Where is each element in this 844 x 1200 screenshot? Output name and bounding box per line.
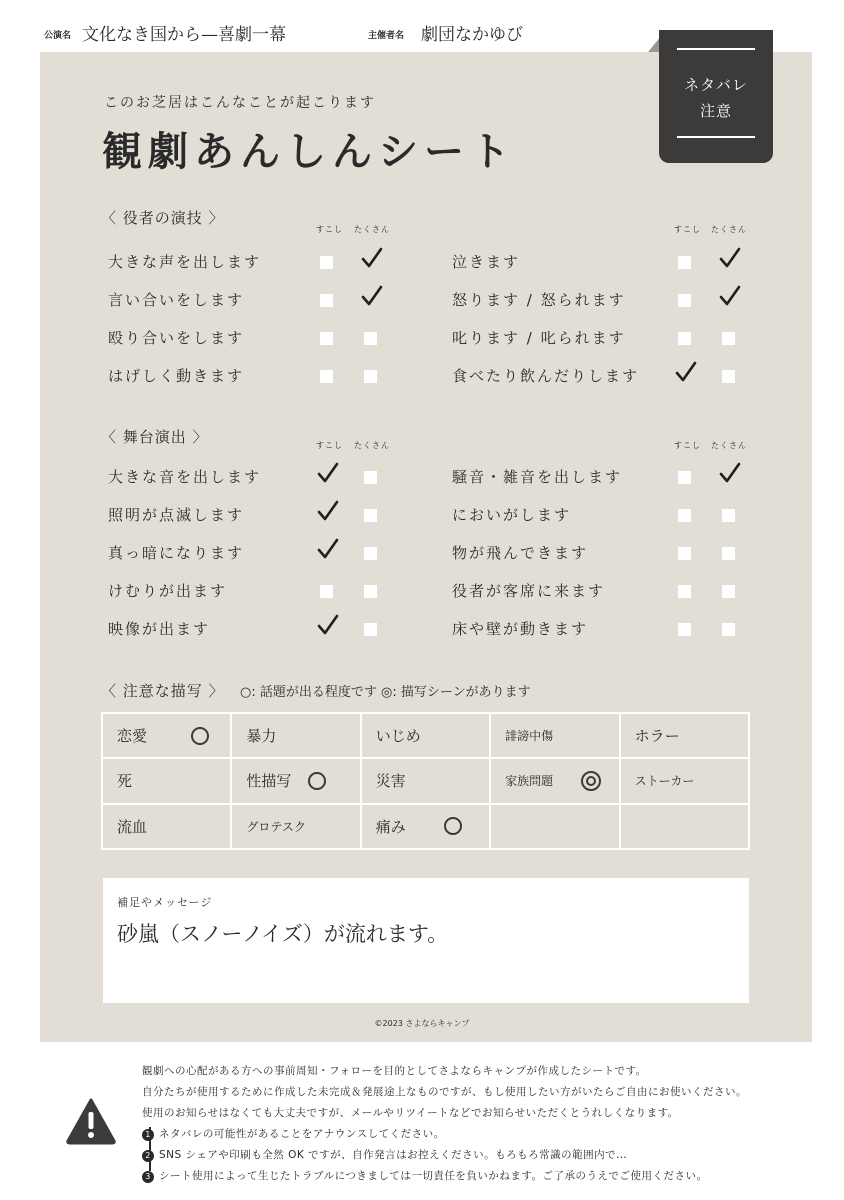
note-number-3: 3: [142, 1171, 154, 1183]
col-sukoshi: すこし: [316, 225, 343, 234]
footer-intro-2: 自分たちが使用するために作成した未完成＆発展途上なものですが、もし使用したい方がいたらご自由にお使いください。: [142, 1086, 747, 1098]
badge-line1: ネタバレ: [684, 76, 748, 94]
checkbox-sukoshi[interactable]: [320, 585, 333, 598]
depiction-row: [102, 713, 749, 758]
checkbox-sukoshi[interactable]: [320, 332, 333, 345]
depiction-cell: [102, 758, 231, 803]
item-label: 殴り合いをします: [108, 329, 245, 347]
depiction-cell: [361, 804, 490, 849]
item-label: けむりが出ます: [108, 582, 228, 600]
checkbox-takusan[interactable]: [722, 332, 735, 345]
col-takusan: たくさん: [354, 441, 390, 450]
depiction-cell: [620, 758, 749, 803]
depiction-cell: [620, 713, 749, 758]
depiction-cell: [620, 804, 749, 849]
checkbox-sukoshi[interactable]: [678, 471, 691, 484]
depiction-label: 家族問題: [505, 774, 554, 789]
item-label: 怒ります / 怒られます: [452, 291, 626, 309]
depiction-cell: [231, 804, 360, 849]
checkmark-icon[interactable]: [360, 284, 384, 308]
depiction-cell: [102, 804, 231, 849]
depiction-row: [102, 758, 749, 803]
checkmark-icon[interactable]: [674, 360, 698, 384]
col-sukoshi: すこし: [316, 441, 343, 450]
depiction-label: 暴力: [246, 727, 277, 746]
item-label: 役者が客席に来ます: [452, 582, 606, 600]
message-box: [103, 878, 749, 1003]
depiction-cell: [231, 758, 360, 803]
col-takusan: たくさん: [711, 225, 747, 234]
sheet-title: 観劇あんしんシート: [102, 129, 516, 175]
item-label: 言い合いをします: [108, 291, 245, 309]
circle-mark-icon: [191, 727, 209, 745]
checkmark-icon[interactable]: [718, 284, 742, 308]
checkbox-sukoshi[interactable]: [320, 370, 333, 383]
checkbox-takusan[interactable]: [364, 509, 377, 522]
checkbox-sukoshi[interactable]: [678, 585, 691, 598]
depiction-cell: [102, 713, 231, 758]
spoiler-badge: [659, 30, 773, 163]
acting-heading: 〈 役者の演技 〉: [101, 209, 225, 227]
checkmark-icon[interactable]: [718, 461, 742, 485]
item-label: 物が飛んできます: [452, 544, 589, 562]
col-sukoshi: すこし: [674, 225, 701, 234]
badge-line-top: [677, 48, 755, 50]
depiction-cell: [490, 758, 619, 803]
footer-intro-1: 観劇への心配がある方への事前周知・フォローを目的としてさよならキャンプが作成したシートです。: [142, 1065, 647, 1077]
item-label: 大きな音を出します: [108, 468, 262, 486]
footer-note-1: [142, 1124, 747, 1145]
checkbox-sukoshi[interactable]: [678, 332, 691, 345]
depiction-label: 痛み: [375, 817, 406, 836]
organizer-label: 主催者名: [368, 31, 405, 41]
organizer-name: 劇団なかゆび: [421, 25, 523, 45]
checkbox-takusan[interactable]: [364, 585, 377, 598]
footer-notes: [142, 1061, 747, 1187]
depiction-label: 性描写: [246, 772, 292, 791]
depiction-heading: 〈 注意な描写 〉: [101, 682, 225, 700]
footer-intro-3: 使用のお知らせはなくても大丈夫ですが、メールやリツイートなどでお知らせいただくとうれしくなります。: [142, 1107, 679, 1119]
badge-line2: 注意: [699, 102, 732, 120]
depiction-label: 災害: [375, 772, 406, 791]
checkbox-takusan[interactable]: [722, 585, 735, 598]
item-label: はげしく動きます: [108, 367, 245, 385]
depiction-label: 誹謗中傷: [505, 729, 554, 744]
depiction-label: いじめ: [375, 727, 421, 746]
checkbox-takusan[interactable]: [722, 547, 735, 560]
note-text-1: ネタバレの可能性があることをアナウンスしてください。: [159, 1128, 445, 1140]
play-title: 文化なき国から—喜劇一幕: [82, 25, 286, 45]
checkmark-icon[interactable]: [316, 613, 340, 637]
depiction-table: [101, 712, 750, 850]
depiction-row: [102, 804, 749, 849]
depiction-label: グロテスク: [246, 819, 306, 834]
footer-note-3: [142, 1166, 747, 1187]
item-label: 騒音・雑音を出します: [452, 468, 623, 486]
checkmark-icon[interactable]: [360, 246, 384, 270]
copyright: ©2023 さよならキャンプ: [374, 1019, 470, 1028]
checkbox-takusan[interactable]: [722, 370, 735, 383]
item-label: 食べたり飲んだりします: [452, 367, 640, 385]
note-number-1: 1: [142, 1129, 154, 1141]
depiction-cell: [490, 804, 619, 849]
item-label: 泣きます: [452, 253, 521, 271]
item-label: 真っ暗になります: [108, 544, 245, 562]
checkbox-sukoshi[interactable]: [678, 547, 691, 560]
col-takusan: たくさん: [354, 225, 390, 234]
depiction-cell: [231, 713, 360, 758]
depiction-label: 流血: [117, 817, 148, 836]
depiction-cell: [490, 713, 619, 758]
depiction-cell: [361, 758, 490, 803]
item-label: においがします: [452, 506, 572, 524]
circle-mark-icon: [308, 772, 326, 790]
footer-note-2: [142, 1145, 747, 1166]
checkbox-sukoshi[interactable]: [678, 623, 691, 636]
item-label: 映像が出ます: [108, 620, 211, 638]
sheet-subtitle: このお芝居はこんなことが起こります: [104, 95, 376, 111]
play-label: 公演名: [44, 31, 72, 41]
circle-mark-icon: [444, 817, 462, 835]
depiction-label: 恋愛: [117, 727, 148, 746]
checkbox-takusan[interactable]: [364, 471, 377, 484]
checkbox-sukoshi[interactable]: [678, 509, 691, 522]
staging-heading: 〈 舞台演出 〉: [101, 428, 209, 446]
depiction-cell: [361, 713, 490, 758]
checkmark-icon[interactable]: [718, 246, 742, 270]
depiction-legend: ○: 話題が出る程度です ◎: 描写シーンがあります: [240, 685, 531, 700]
col-sukoshi: すこし: [674, 441, 701, 450]
checkmark-icon[interactable]: [316, 499, 340, 523]
checkbox-takusan[interactable]: [722, 509, 735, 522]
checkbox-takusan[interactable]: [364, 332, 377, 345]
depiction-label: ストーカー: [634, 774, 695, 789]
depiction-label: 死: [117, 772, 133, 791]
note-text-3: シート使用によって生じたトラブルにつきましては一切責任を負いかねます。ご了承のうえでご使用ください。: [159, 1170, 708, 1182]
checkbox-sukoshi[interactable]: [320, 294, 333, 307]
note-number-2: 2: [142, 1150, 154, 1162]
checkbox-takusan[interactable]: [364, 547, 377, 560]
double-circle-mark-icon: [581, 771, 601, 791]
col-takusan: たくさん: [711, 441, 747, 450]
checkbox-takusan[interactable]: [364, 370, 377, 383]
checkmark-icon[interactable]: [316, 537, 340, 561]
checkbox-sukoshi[interactable]: [678, 256, 691, 269]
item-label: 叱ります / 叱られます: [452, 329, 626, 347]
item-label: 床や壁が動きます: [452, 620, 589, 638]
item-label: 大きな声を出します: [108, 253, 262, 271]
message-label: 補足やメッセージ: [117, 896, 213, 909]
checkbox-sukoshi[interactable]: [678, 294, 691, 307]
warning-triangle-icon: [65, 1097, 117, 1145]
checkbox-takusan[interactable]: [722, 623, 735, 636]
depiction-label: ホラー: [634, 727, 680, 746]
badge-line-bottom: [677, 136, 755, 138]
checkbox-sukoshi[interactable]: [320, 256, 333, 269]
checkmark-icon[interactable]: [316, 461, 340, 485]
item-label: 照明が点滅します: [108, 506, 245, 524]
message-text: 砂嵐（スノーノイズ）が流れます。: [117, 922, 449, 946]
note-text-2: SNS シェアや印刷も全然 OK ですが、自作発言はお控えください。もろもろ常識の範囲内で…: [159, 1149, 628, 1161]
checkbox-takusan[interactable]: [364, 623, 377, 636]
